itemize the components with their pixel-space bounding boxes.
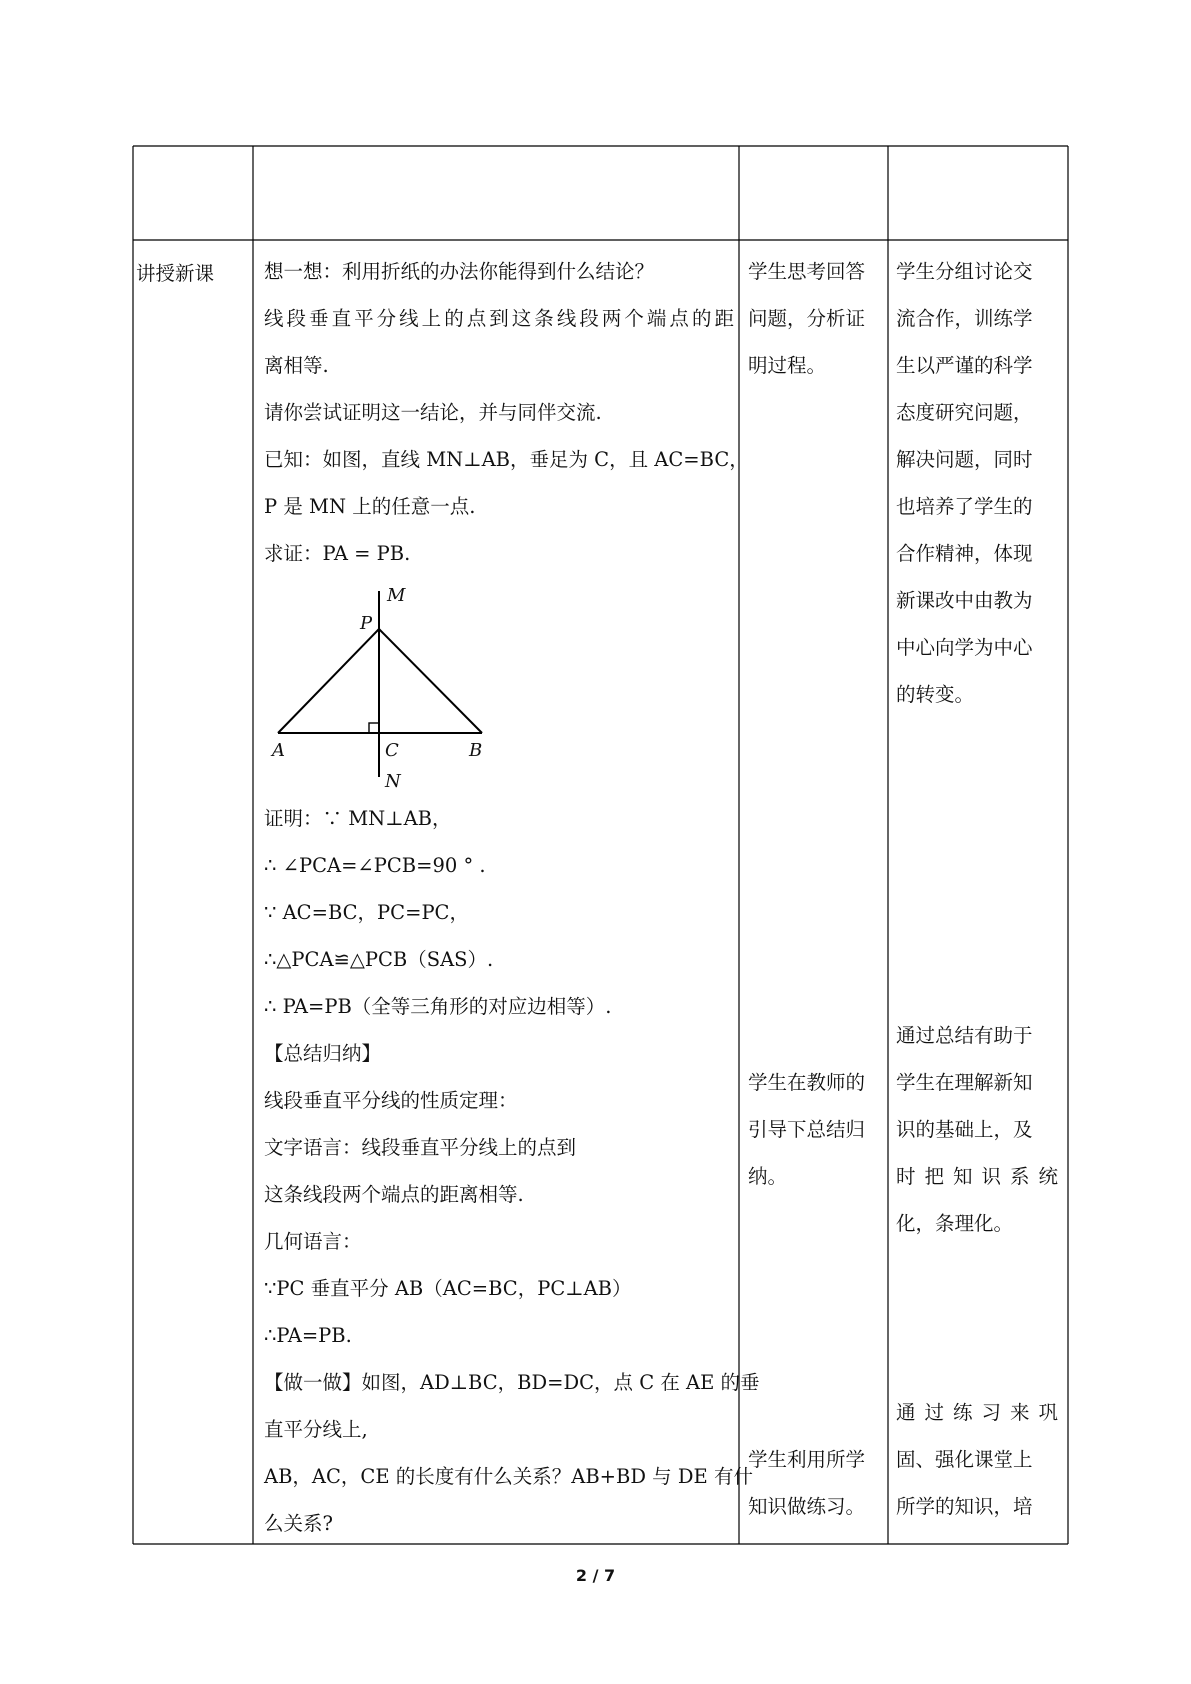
proof-line: ∴PA=PB. xyxy=(264,1324,352,1347)
proof-line: 证明：∵ MN⊥AB， xyxy=(264,807,452,830)
text-line: 学生利用所学 xyxy=(748,1448,866,1471)
text-line: 识的基础上，及 xyxy=(896,1118,1033,1141)
text-line: 问题，分析证 xyxy=(748,307,866,330)
text-line: 流合作，训练学 xyxy=(896,307,1033,330)
label-a: A xyxy=(272,740,285,761)
proof-line: 几何语言： xyxy=(264,1230,362,1253)
text-line: 生以严谨的科学 xyxy=(896,354,1033,377)
design-intent-block-2 xyxy=(896,1012,1058,1247)
text-line: 时把知识系统 xyxy=(896,1165,1058,1188)
design-intent-block-1 xyxy=(896,248,1058,718)
text-line: 学生分组讨论交 xyxy=(896,260,1033,283)
proof-line: ∴△PCA≌△PCB（SAS）. xyxy=(264,948,494,971)
text-line: 的转变。 xyxy=(896,683,975,706)
text-line: 学生在理解新知 xyxy=(896,1071,1033,1094)
proof-line: 这条线段两个端点的距离相等. xyxy=(264,1183,524,1206)
text-line: 引导下总结归 xyxy=(748,1118,866,1141)
proof-line: ∴ PA=PB（全等三角形的对应边相等）. xyxy=(264,995,612,1018)
student-activity-block-1 xyxy=(748,248,876,389)
label-p: P xyxy=(360,613,373,634)
exercise-line: 直平分线上, xyxy=(264,1418,368,1441)
design-intent-block-3 xyxy=(896,1389,1058,1530)
text-line: 纳。 xyxy=(748,1165,788,1188)
proof-line: ∴ ∠PCA=∠PCB=90 ° . xyxy=(264,854,486,877)
text-line: 合作精神，体现 xyxy=(896,542,1033,565)
content-line: 求证：PA = PB. xyxy=(264,542,411,565)
student-activity-block-3 xyxy=(748,1436,876,1530)
text-line: 学生思考回答 xyxy=(748,260,866,283)
label-c: C xyxy=(385,740,399,761)
student-activity-block-2 xyxy=(748,1059,876,1200)
proof-line: ∵ AC=BC，PC=PC， xyxy=(264,901,469,924)
text-line: 也培养了学生的 xyxy=(896,495,1033,518)
label-n: N xyxy=(385,771,401,792)
label-m: M xyxy=(387,585,406,606)
perpendicular-bisector-figure xyxy=(264,581,504,793)
exercise-line: AB，AC，CE 的长度有什么关系？AB+BD 与 DE 有什 xyxy=(264,1465,753,1488)
row-label: 讲授新课 xyxy=(136,262,215,285)
text-line: 固、强化课堂上 xyxy=(896,1448,1033,1471)
page-number: 2 / 7 xyxy=(575,1566,616,1585)
content-line: 已知：如图，直线 MN⊥AB，垂足为 C，且 AC=BC， xyxy=(264,448,749,471)
text-line: 通过练习来巩 xyxy=(896,1401,1058,1424)
right-angle-mark xyxy=(369,723,379,733)
text-line: 通过总结有助于 xyxy=(896,1024,1033,1047)
content-line: 离相等. xyxy=(264,354,329,377)
text-line: 解决问题，同时 xyxy=(896,448,1033,471)
proof-line: 文字语言：线段垂直平分线上的点到 xyxy=(264,1136,577,1159)
segment-pb xyxy=(379,629,482,733)
exercise-line: 【做一做】如图，AD⊥BC，BD=DC，点 C 在 AE 的垂 xyxy=(264,1371,760,1394)
proof-line: 线段垂直平分线的性质定理： xyxy=(264,1089,518,1112)
content-line: 线段垂直平分线上的点到这条线段两个端点的距 xyxy=(264,307,734,330)
teaching-content-cell xyxy=(264,248,760,1547)
label-b: B xyxy=(469,740,483,761)
text-line: 态度研究问题， xyxy=(896,401,1033,424)
text-line: 所学的知识，培 xyxy=(896,1495,1033,1518)
text-line: 化，条理化。 xyxy=(896,1212,1014,1235)
summary-heading: 【总结归纳】 xyxy=(264,1042,382,1065)
segment-pa xyxy=(278,629,379,733)
content-line: 请你尝试证明这一结论，并与同伴交流. xyxy=(264,401,602,424)
row-label-cell xyxy=(136,250,246,297)
text-line: 中心向学为中心 xyxy=(896,636,1033,659)
proof-line: ∵PC 垂直平分 AB（AC=BC，PC⊥AB） xyxy=(264,1277,632,1300)
content-line: 想一想：利用折纸的办法你能得到什么结论？ xyxy=(264,260,655,283)
text-line: 学生在教师的 xyxy=(748,1071,866,1094)
text-line: 明过程。 xyxy=(748,354,827,377)
exercise-line: 么关系? xyxy=(264,1512,333,1535)
text-line: 新课改中由教为 xyxy=(896,589,1033,612)
content-line: P 是 MN 上的任意一点. xyxy=(264,495,476,518)
text-line: 知识做练习。 xyxy=(748,1495,866,1518)
